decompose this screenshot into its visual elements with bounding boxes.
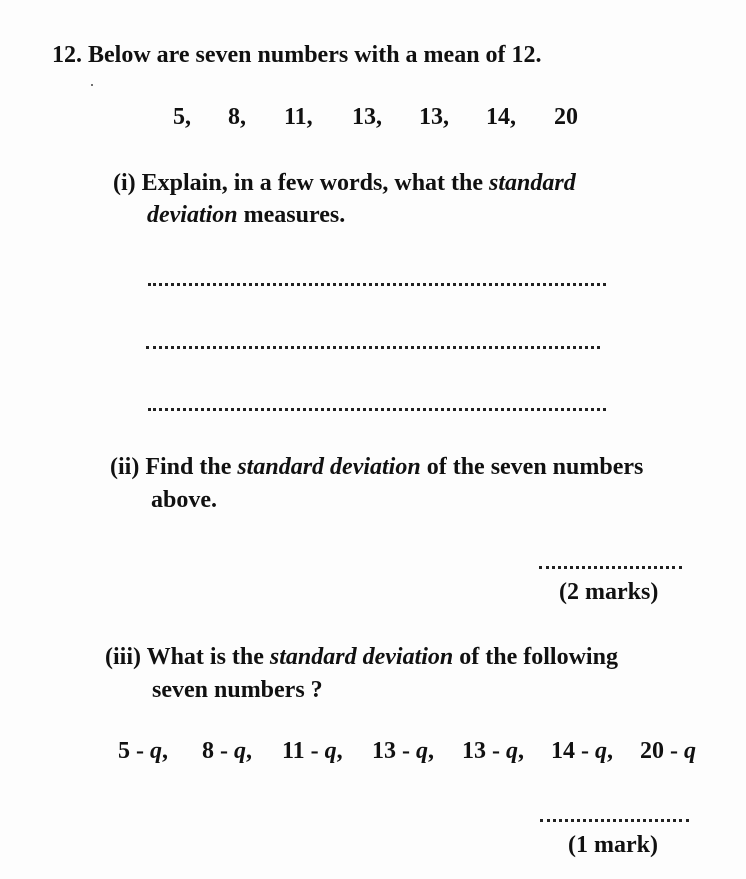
- answer-line-ii[interactable]: [539, 566, 682, 569]
- number-item: 20: [554, 104, 578, 130]
- number-list: [173, 104, 593, 136]
- part-i-italic-standard: standard: [489, 170, 576, 196]
- answer-line-1[interactable]: [148, 283, 606, 286]
- question-title: 12. Below are seven numbers with a mean of 12.: [52, 42, 542, 68]
- part-iii-text-before: What is the: [146, 644, 264, 670]
- part-iii-marks: (1 mark): [568, 832, 658, 858]
- part-ii-text-before: Find the: [145, 454, 232, 480]
- part-i-label: (i): [113, 170, 136, 196]
- part-i-italic-deviation: deviation: [147, 202, 238, 228]
- expression-item: 13 - q,: [372, 738, 434, 764]
- part-i-text-before: Explain, in a few words, what the: [141, 170, 484, 196]
- expression-item: 11 - q,: [282, 738, 343, 764]
- part-ii-text-after: of the seven numbers: [426, 454, 644, 480]
- number-item: 8,: [228, 104, 246, 130]
- number-item: 14,: [486, 104, 516, 130]
- answer-line-3[interactable]: [148, 408, 606, 411]
- part-iii-text-after: of the following: [459, 644, 618, 670]
- part-iii-line-1: [105, 644, 618, 671]
- part-i-text-after: measures.: [243, 202, 346, 228]
- part-iii-line-2: seven numbers ?: [152, 677, 323, 703]
- expression-item: 5 - q,: [118, 738, 168, 764]
- expression-item: 20 - q: [640, 738, 696, 764]
- part-ii-marks: (2 marks): [559, 579, 659, 605]
- number-item: 11,: [284, 104, 313, 130]
- expression-list: [118, 738, 718, 770]
- part-ii-line-1: [110, 454, 643, 481]
- expression-item: 13 - q,: [462, 738, 524, 764]
- part-ii-line-2: above.: [151, 487, 217, 513]
- answer-line-2[interactable]: [146, 346, 600, 349]
- number-item: 5,: [173, 104, 191, 130]
- expression-item: 8 - q,: [202, 738, 252, 764]
- scan-speck: [91, 84, 93, 86]
- answer-line-iii[interactable]: [540, 819, 689, 822]
- part-iii-italic: standard deviation: [269, 644, 454, 670]
- part-i-line-2: [147, 202, 345, 229]
- part-iii-label: (iii): [105, 644, 141, 670]
- number-item: 13,: [419, 104, 449, 130]
- number-item: 13,: [352, 104, 382, 130]
- expression-item: 14 - q,: [551, 738, 613, 764]
- part-i-line-1: [113, 170, 576, 197]
- part-ii-label: (ii): [110, 454, 140, 480]
- part-ii-italic: standard deviation: [237, 454, 421, 480]
